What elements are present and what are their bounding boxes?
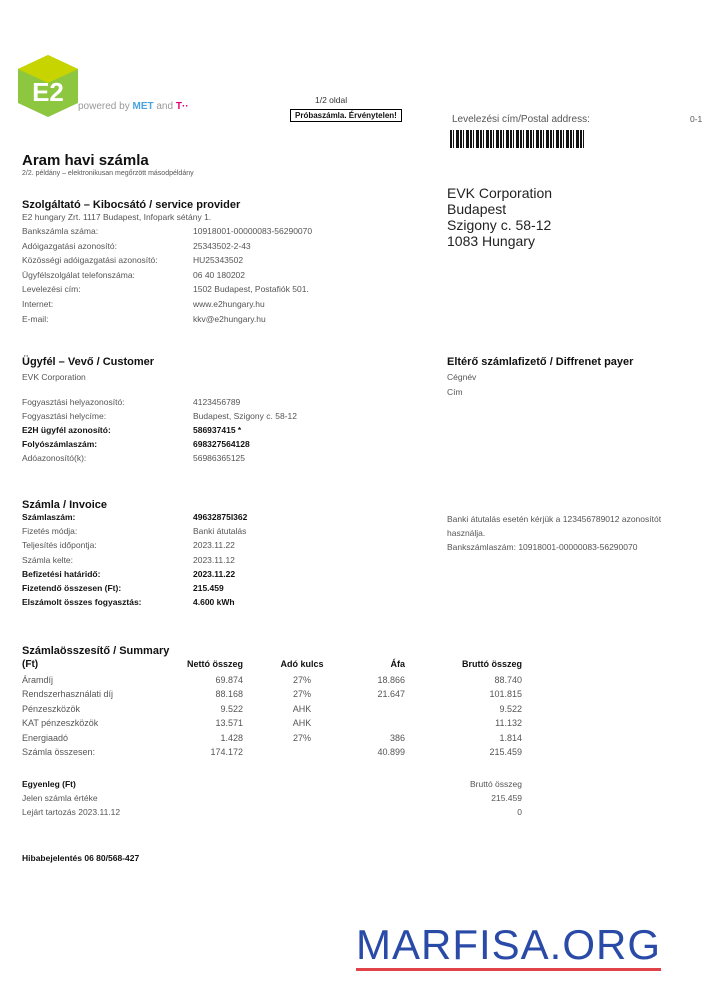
recipient-line: EVK Corporation [447, 185, 553, 201]
info-row [22, 226, 352, 240]
invoice-heading: Számla / Invoice [22, 499, 107, 511]
info-row [22, 540, 352, 554]
gross-amount: 215.459 [489, 747, 522, 757]
vat-rate: AHK [292, 703, 312, 714]
row-value: HU25343502 [193, 255, 244, 266]
vat-amount: 40.899 [377, 747, 405, 757]
balance-heading: Egyenleg (Ft) [22, 779, 76, 789]
row-label: Fogyasztási helycíme: [22, 411, 107, 421]
fault-report: Hibabejelentés 06 80/568-427 [22, 853, 140, 863]
row-value: Banki átutalás [193, 526, 247, 537]
net-amount: 88.168 [215, 689, 243, 700]
recipient-line: Szigony c. 58-12 [447, 217, 552, 233]
row-label: Számla kelte: [22, 554, 74, 565]
vat-rate: 27% [292, 732, 311, 743]
info-row [22, 425, 352, 439]
summary-row [22, 747, 522, 761]
payer-address: Cím [447, 387, 463, 397]
vat-amount: 386 [389, 732, 405, 743]
info-row [22, 411, 352, 425]
balance-label: Jelen számla értéke [22, 793, 98, 803]
row-label: Adóazonosító(k): [22, 453, 87, 463]
net-amount: 1.428 [220, 732, 243, 743]
summary-row [22, 704, 522, 718]
row-value: 586937415 * [193, 425, 242, 435]
row-label: E-mail: [22, 313, 49, 324]
row-label: Bankszámla száma: [22, 226, 99, 236]
row-value: www.e2hungary.hu [193, 299, 265, 309]
net-amount: 13.571 [215, 718, 243, 729]
vat-rate: 27% [292, 675, 311, 685]
info-row [22, 583, 352, 597]
col-net: Nettó összeg [186, 659, 243, 669]
row-value: 215.459 [193, 583, 224, 593]
summary-row [22, 718, 522, 732]
item-label: Pénzeszközök [22, 703, 81, 714]
recipient-line: Budapest [447, 201, 507, 217]
summary-row [22, 733, 522, 747]
document-title: Aram havi számla [22, 152, 149, 169]
info-row [22, 314, 352, 328]
watermark [356, 922, 661, 971]
row-label: Levelezési cím: [22, 284, 81, 295]
summary-row [22, 675, 522, 689]
row-value: 2023.11.22 [193, 568, 236, 579]
row-value: 2023.11.22 [193, 540, 235, 551]
info-row [22, 526, 352, 540]
info-row [22, 255, 352, 269]
row-label: Folyószámlaszám: [22, 439, 98, 449]
gross-amount: 11.132 [495, 718, 522, 729]
row-label: Közösségi adóigazgatási azonosító: [22, 255, 158, 266]
row-value: Budapest, Szigony c. 58-12 [193, 411, 297, 421]
col-gross: Bruttó összeg [461, 659, 522, 669]
row-label: Fizetendő összesen (Ft): [22, 583, 122, 593]
payment-note-line: használja. [447, 528, 486, 538]
col-rate: Adó kulcs [280, 659, 324, 669]
net-amount: 174.172 [210, 747, 243, 757]
svg-text:E2: E2 [32, 77, 64, 107]
row-value: 4123456789 [193, 397, 241, 407]
row-value: 49632875l362 [193, 512, 248, 522]
info-row [22, 569, 352, 583]
row-value: 56986365125 [193, 453, 246, 463]
col-vat: Áfa [390, 659, 405, 669]
payer-company: Cégnév [447, 372, 477, 382]
customer-heading: Ügyfél – Vevő / Customer [22, 356, 155, 368]
balance-value: 0 [517, 807, 522, 817]
powered-by [78, 101, 189, 112]
gross-amount: 1.814 [499, 732, 522, 743]
summary-heading: Számlaösszesítő / Summary [22, 645, 170, 657]
gross-amount: 88.740 [494, 675, 522, 685]
provider-heading: Szolgáltató – Kibocsátó / service provider [22, 199, 241, 211]
row-label: Elszámolt összes fogyasztás: [22, 597, 142, 608]
provider-address: E2 hungary Zrt. 1117 Budapest, Infopark sétány 1. [22, 212, 212, 222]
info-row [22, 439, 352, 453]
info-row [22, 453, 352, 467]
net-amount: 69.874 [215, 675, 243, 685]
row-label: Fogyasztási helyazonosító: [22, 397, 125, 407]
summary-row [22, 689, 522, 703]
e2-logo [18, 55, 78, 117]
test-invoice-notice: Próbaszámla. Érvénytelen! [290, 109, 402, 122]
net-amount: 9.522 [220, 703, 243, 714]
item-label: KAT pénzeszközök [22, 718, 99, 729]
info-row [22, 397, 352, 411]
item-label: Energiaadó [22, 732, 69, 743]
row-value: 2023.11.12 [193, 554, 235, 565]
barcode [450, 130, 586, 148]
item-label: Számla összesen: [22, 747, 96, 757]
item-label: Áramdíj [22, 675, 54, 685]
met-logo: MET [132, 101, 154, 112]
row-label: Számlaszám: [22, 512, 76, 522]
row-label: Ügyfélszolgálat telefonszáma: [22, 269, 135, 280]
item-label: Rendszerhasználati díj [22, 689, 114, 700]
row-label: Teljesítés időpontja: [22, 540, 97, 551]
vat-rate: 27% [292, 689, 311, 700]
row-label: Fizetés módja: [22, 526, 78, 537]
row-value: 25343502-2-43 [193, 240, 251, 251]
row-label: Internet: [22, 299, 54, 309]
info-row [22, 270, 352, 284]
recipient-line: 1083 Hungary [447, 233, 535, 249]
payment-note-line: Banki átutalás esetén kérjük a 123456789012 azonosítót [447, 514, 662, 524]
row-value: 1502 Budapest, Postafiók 501. [193, 284, 309, 295]
info-row [22, 241, 352, 255]
info-row [22, 299, 352, 313]
postal-code: 0-1 [690, 114, 703, 124]
info-row [22, 512, 352, 526]
balance-value: 215.459 [491, 793, 522, 803]
payment-note-line: Bankszámlaszám: 10918001-00000083-56290070 [447, 542, 638, 552]
row-value: 10918001-00000083-56290070 [193, 226, 313, 236]
balance-column: Bruttó összeg [470, 779, 522, 789]
unit-label: (Ft) [22, 659, 39, 670]
postal-address-label: Levelezési cím/Postal address: [452, 114, 590, 125]
balance-label: Lejárt tartozás 2023.11.12 [22, 807, 121, 817]
summary-header-row [22, 659, 522, 673]
watermark-text: MARFISA.ORG [356, 921, 662, 968]
payer-heading: Eltérő számlafizető / Diffrenet payer [447, 356, 634, 368]
gross-amount: 9.522 [499, 703, 522, 714]
info-row [22, 597, 352, 611]
vat-amount: 18.866 [377, 675, 405, 685]
row-value: 06 40 180202 [193, 269, 245, 280]
vat-amount: 21.647 [377, 689, 405, 700]
info-row [22, 284, 352, 298]
balance-row [22, 793, 522, 807]
row-label: E2H ügyfél azonosító: [22, 425, 111, 435]
info-row [22, 555, 352, 569]
vat-rate: AHK [292, 718, 312, 729]
row-value: 4.600 kWh [193, 597, 235, 608]
telekom-logo: T·· [175, 101, 189, 112]
document-subtitle: 2/2. példány – elektronikusan megőrzött másodpéldány [22, 170, 194, 177]
recipient-address [447, 185, 552, 249]
row-value: 698327564128 [193, 439, 250, 449]
customer-name: EVK Corporation [22, 372, 86, 382]
row-label: Adóigazgatási azonosító: [22, 240, 117, 251]
payment-note [447, 512, 661, 554]
powered-by-text: powered by [78, 101, 130, 112]
balance-row [22, 807, 522, 821]
page-number: 1/2 oldal [315, 95, 348, 105]
and-text: and [156, 101, 174, 112]
gross-amount: 101.815 [489, 689, 522, 700]
row-label: Befizetési határidő: [22, 568, 101, 579]
row-value: kkv@e2hungary.hu [193, 313, 266, 324]
